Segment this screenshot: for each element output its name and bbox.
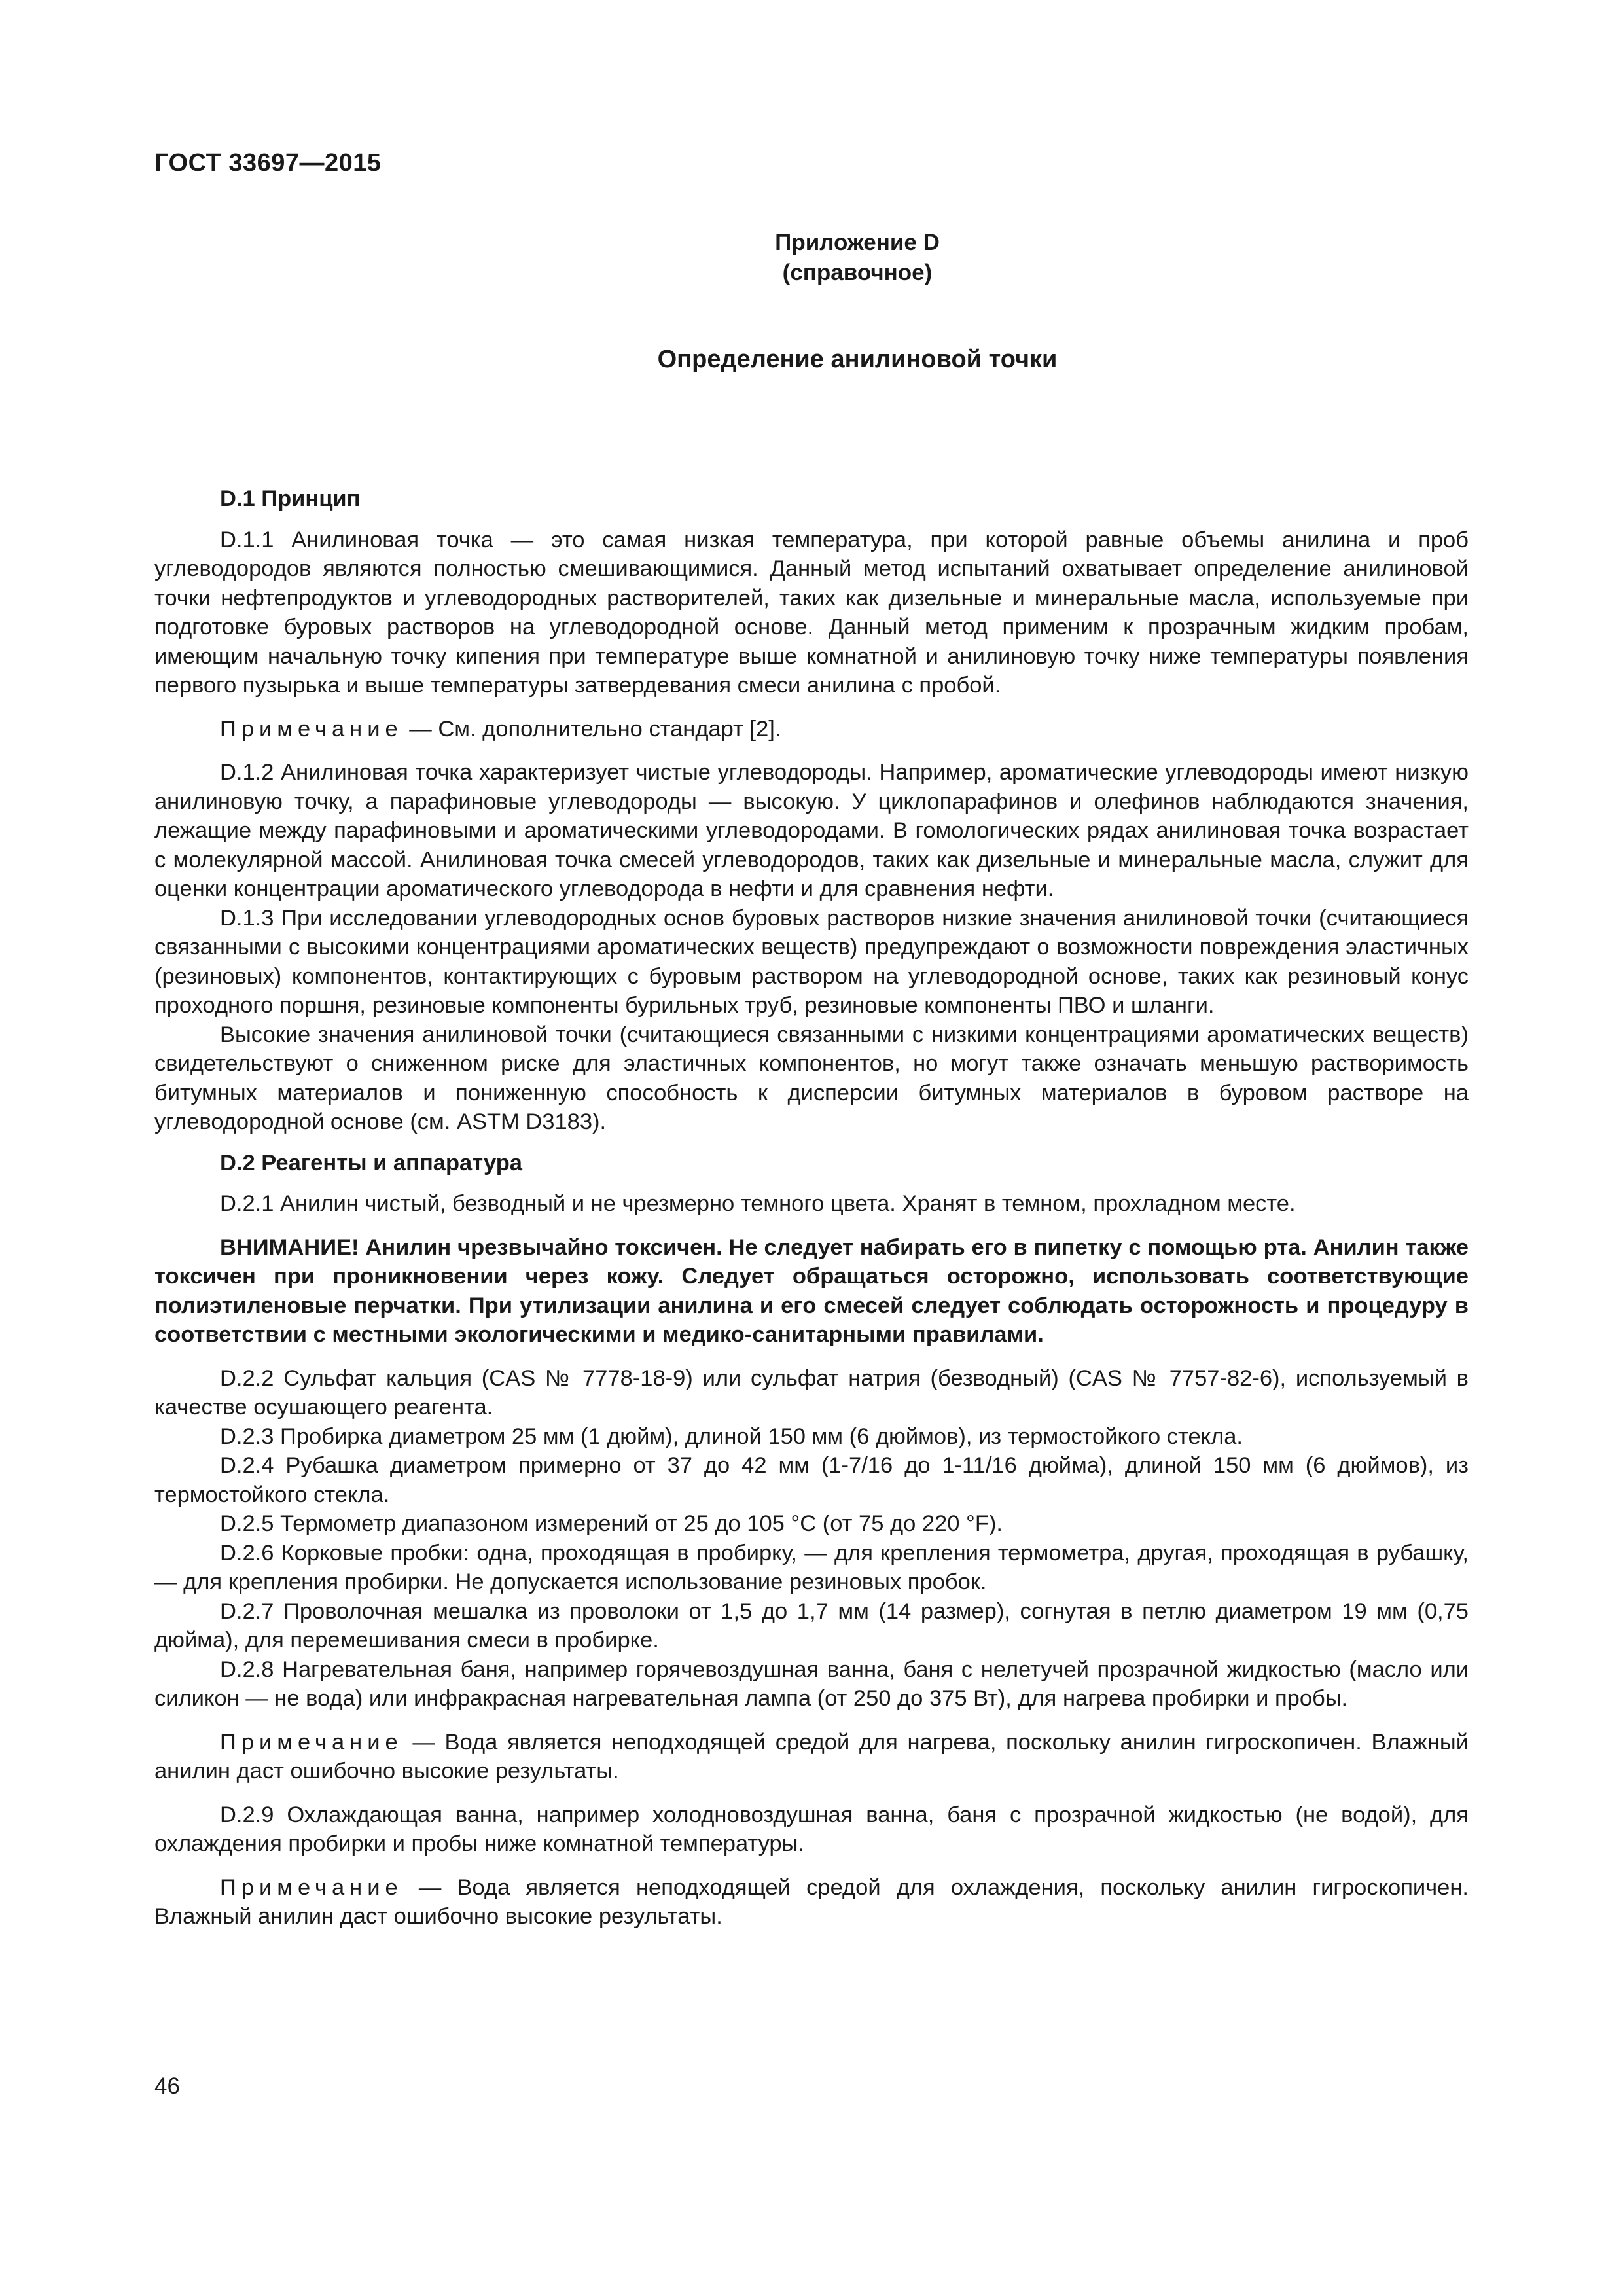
annex-label (0, 228, 1623, 288)
paragraph-d2-1: D.2.1 Анилин чистый, безводный и не чрезмерно темного цвета. Хранят в темном, прохладном месте. (220, 1191, 1296, 1216)
page-title: Определение анилиновой точки (657, 346, 1058, 373)
paragraph-d2-9: D.2.9 Охлаждающая ванна, например холодновоздушная ванна, баня с прозрачной жидкостью (не водой), для охлаждения пробирки и пробы ниже комнатной температуры. (154, 1802, 1469, 1856)
page-number: 46 (154, 2073, 180, 2099)
note-d2-9 (154, 1873, 1469, 1931)
paragraph-d2-7: D.2.7 Проволочная мешалка из проволоки от 1,5 до 1,7 мм (14 размер), согнутая в петлю диаметром 19 мм (0,75 дюйма), для перемешивания смеси в пробирке. (154, 1598, 1469, 1653)
paragraph-d2-5: D.2.5 Термометр диапазоном измерений от 25 до 105 °С (от 75 до 220 °F). (220, 1511, 1003, 1536)
note-label: Примечание (220, 716, 403, 742)
note-text: — Вода является неподходящей средой для охлаждения, поскольку анилин гигроскопичен. Влажный анилин даст ошибочно высокие результаты. (154, 1874, 1469, 1929)
paragraph-d1-3: D.1.3 При исследовании углеводородных основ буровых растворов низкие значения анилиновой точки (считающиеся связанными с высокими концентрациями ароматических веществ) предупреждают о возможности повреждения эластичных (резиновых) компонентов, контактирующих с буровым раствором на углеводородной основе, таких как резиновый конус проходного поршня, резиновые компоненты бурильных труб, резиновые компоненты ПВО и шланги. (154, 905, 1469, 1018)
document-body (154, 484, 1469, 1931)
note-label: Примечание (220, 1729, 403, 1755)
note-d1 (154, 715, 1469, 744)
paragraph-d2-4: D.2.4 Рубашка диаметром примерно от 37 до 42 мм (1-7/16 до 1-11/16 дюйма), длиной 150 мм (6 дюймов), из термостойкого стекла. (154, 1453, 1469, 1507)
paragraph-d2-6: D.2.6 Корковые пробки: одна, проходящая в пробирку, — для крепления термометра, другая, проходящая в рубашку, — для крепления пробирки. Не допускается использование резиновых пробок. (154, 1540, 1469, 1594)
section-heading-d2: D.2 Реагенты и аппаратура (220, 1150, 522, 1175)
annex-title: Приложение D (775, 230, 940, 255)
annex-type: (справочное) (782, 260, 933, 285)
paragraph-d1-3-cont: Высокие значения анилиновой точки (считающиеся связанными с низкими концентрациями ароматических веществ) свидетельствуют о сниженном риске для эластичных компонентов, но могут также означать меньшую растворимость битумных материалов и пониженную способность к дисперсии битумных материалов в буровом растворе на углеводородной основе (см. ASTM D3183). (154, 1022, 1469, 1134)
section-heading-d1: D.1 Принцип (220, 486, 361, 511)
paragraph-d1-2: D.1.2 Анилиновая точка характеризует чистые углеводороды. Например, ароматические углеводороды имеют низкую анилиновую точку, а парафиновые углеводороды — высокую. У циклопарафинов и олефинов наблюдаются значения, лежащие между парафиновыми и ароматическими углеводородами. В гомологических рядах анилиновая точка возрастает с молекулярной массой. Анилиновая точка смесей углеводородов, таких как дизельные и минеральные масла, служит для оценки концентрации ароматического углеводорода в нефти и для сравнения нефти. (154, 760, 1469, 901)
note-text: — См. дополнительно стандарт [2]. (402, 716, 781, 742)
paragraph-d2-3: D.2.3 Пробирка диаметром 25 мм (1 дюйм), длиной 150 мм (6 дюймов), из термостойкого стекла. (220, 1424, 1243, 1449)
paragraph-d2-2: D.2.2 Сульфат кальция (CAS № 7778-18-9) или сульфат натрия (безводный) (CAS № 7757-82-6), используемый в качестве осушающего реагента. (154, 1365, 1469, 1420)
note-d2-8 (154, 1728, 1469, 1786)
note-text: — Вода является неподходящей средой для нагрева, поскольку анилин гигроскопичен. Влажный анилин даст ошибочно высокие результаты. (154, 1729, 1469, 1784)
document-header: ГОСТ 33697—2015 (154, 149, 382, 177)
paragraph-d2-8: D.2.8 Нагревательная баня, например горячевоздушная ванна, баня с нелетучей прозрачной жидкостью (масло или силикон — не вода) или инфракрасная нагревательная лампа (от 250 до 375 Вт), для нагрева пробирки и пробы. (154, 1657, 1469, 1711)
note-label: Примечание (220, 1874, 403, 1900)
paragraph-d1-1: D.1.1 Анилиновая точка — это самая низкая температура, при которой равные объемы анилина и проб углеводородов являются полностью смешивающимися. Данный метод испытаний охватывает определение анилиновой точки нефтепродуктов и углеводородных растворителей, таких как дизельные и минеральные масла, используемые при подготовке буровых растворов на углеводородной основе. Данный метод применим к прозрачным жидким пробам, имеющим начальную точку кипения при температуре выше комнатной и анилиновую точку ниже температуры появления первого пузырька и выше температуры затвердевания смеси анилина с пробой. (154, 527, 1469, 698)
warning-paragraph: ВНИМАНИЕ! Анилин чрезвычайно токсичен. Не следует набирать его в пипетку с помощью рта. Анилин также токсичен при проникновении через кожу. Следует обращаться осторожно, использовать соответствующие полиэтиленовые перчатки. При утилизации анилина и его смесей следует соблюдать осторожность и процедуру в соответствии с местными экологическими и медико-санитарными правилами. (154, 1234, 1469, 1347)
